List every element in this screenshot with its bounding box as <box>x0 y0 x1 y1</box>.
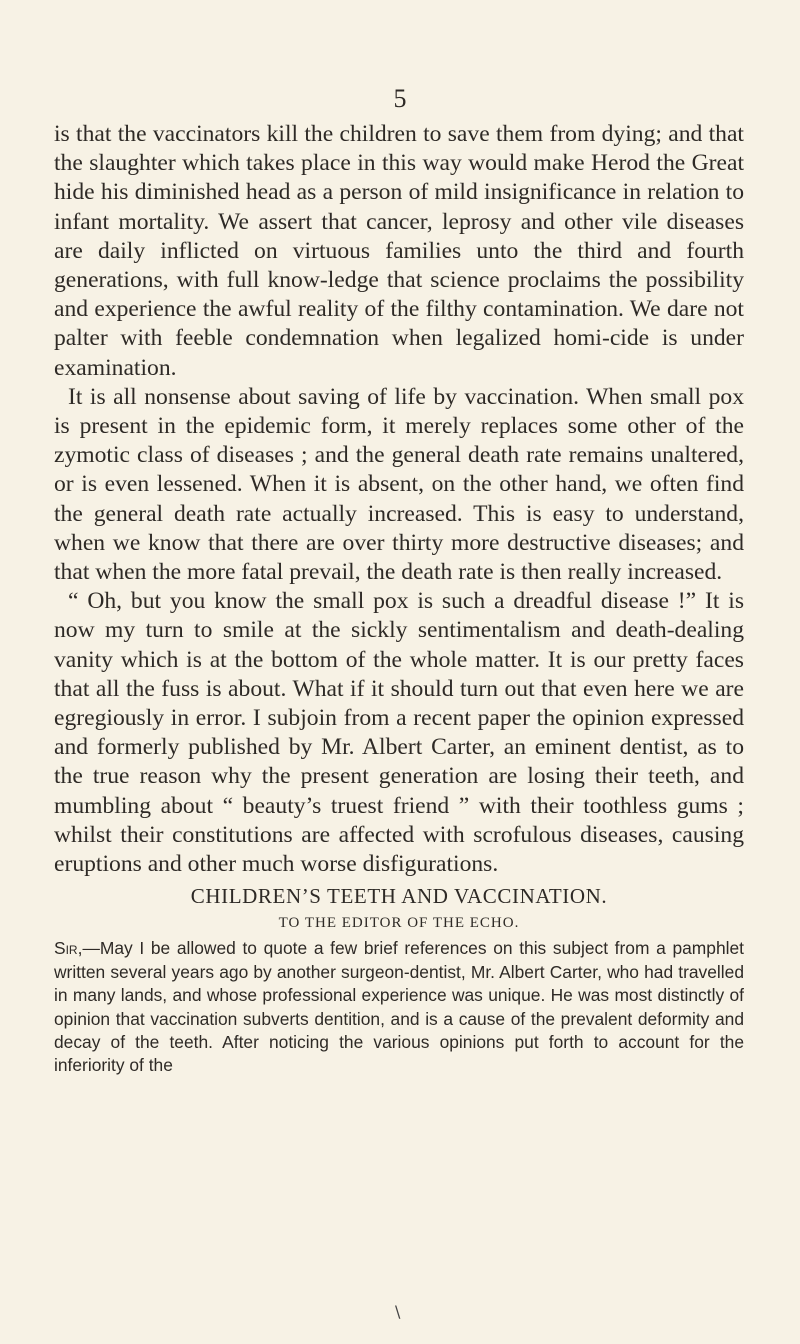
letter-body: —May I be allowed to quote a few brief references on this subject from a pamphlet written several years ago by another surgeon-dentist, Mr. Albert Carter, who had travelled in many lands, and whose professional experience was unique. He was most distinctly of opinion that vaccination subverts dentition, and is a cause of the prevalent deformity and decay of the teeth. After noticing the various opinions put forth to account for the inferiority of the <box>54 938 744 1076</box>
page-number: 5 <box>393 84 407 113</box>
section-heading: CHILDREN’S TEETH AND VACCINATION. <box>190 884 608 909</box>
section-subheading: TO THE EDITOR OF THE ECHO. <box>278 915 520 932</box>
letter-paragraph <box>54 937 744 1077</box>
paragraph-3: “ Oh, but you know the small pox is such a dreadful disease !” It is now my turn to smile at the sickly sentimentalism and death-dealing vanity which is at the bottom of the whole matter. It is our pretty faces that all the fuss is about. What if it should turn out that even here we are egregiously in error. I subjoin from a recent paper the opinion expressed and formerly published by Mr. Albert Carter, an eminent dentist, as to the true reason why the present generation are losing their teeth, and mumbling about “ beauty’s truest friend ” with their toothless gums ; whilst their constitutions are affected with scrofulous diseases, causing eruptions and other much worse disfigurations. <box>54 588 744 878</box>
paragraph-1: is that the vaccinators kill the children to save them from dying; and that the slaughter which takes place in this way would make Herod the Great hide his diminished head as a person of mild insignificance in relation to infant mortality. We assert that cancer, leprosy and other vile diseases are daily inflicted on virtuous families unto the third and fourth generations, with full know-ledge that science proclaims the possibility and experience the awful reality of the filthy contamination. We dare not palter with feeble condemnation when legalized homi-cide is under examination. <box>54 121 744 381</box>
footer-mark: \ <box>395 1302 401 1321</box>
paragraph-2: It is all nonsense about saving of life by vaccination. When small pox is present in the epidemic form, it merely replaces some other of the zymotic class of diseases ; and the general death rate remains unaltered, or is even lessened. When it is absent, on the other hand, we often find the general death rate actually increased. This is easy to understand, when we know that there are over thirty more destructive diseases; and that when the more fatal prevail, the death rate is then really increased. <box>54 383 744 586</box>
body-text <box>54 120 744 1078</box>
letter-salutation: Sir, <box>54 938 83 959</box>
